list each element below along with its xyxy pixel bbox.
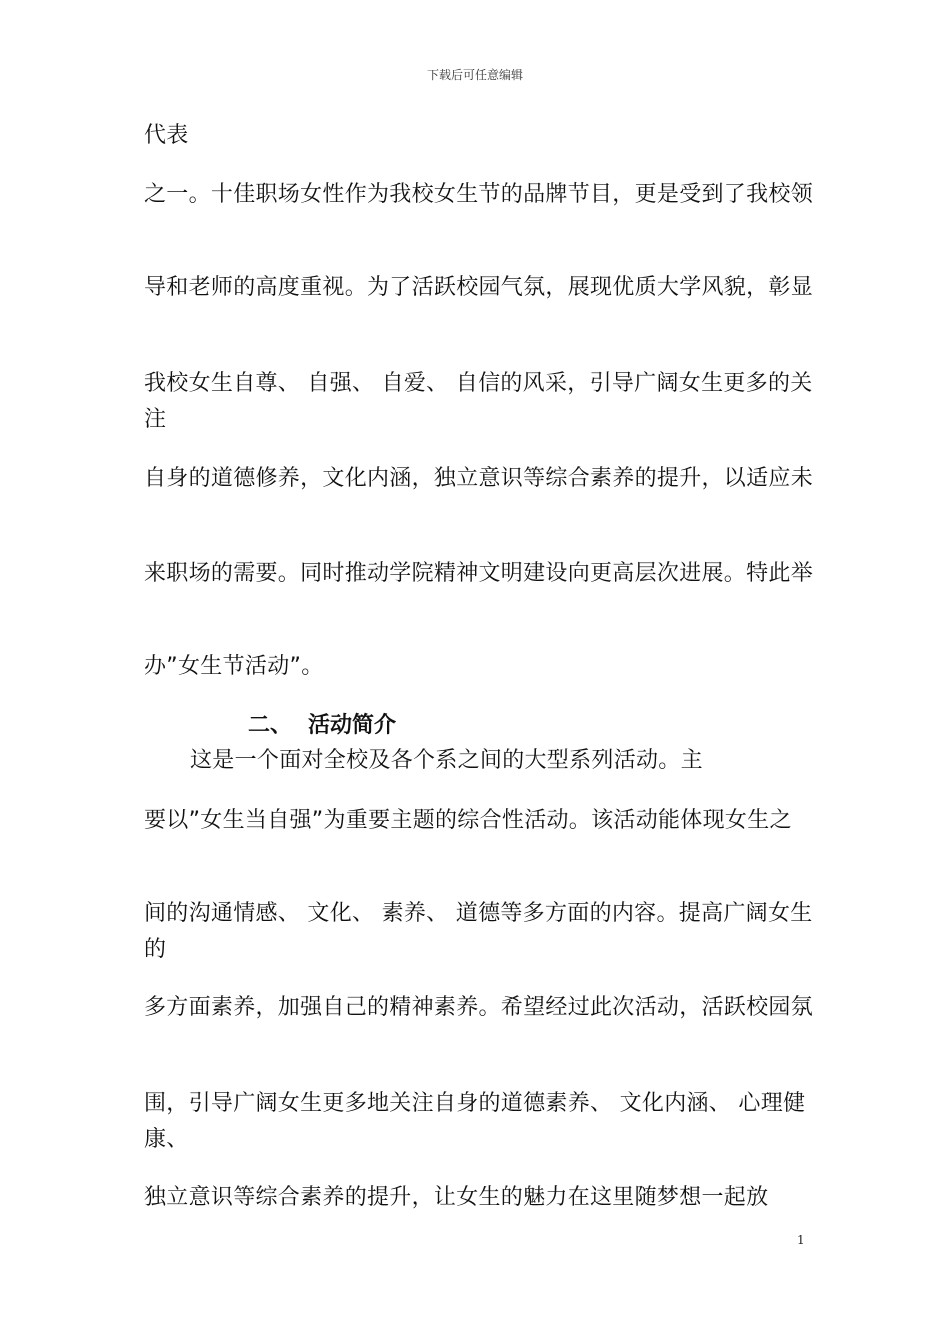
paragraph-line: 代表 (144, 123, 189, 148)
paragraph-line: 我校女生自尊、 自强、 自爱、 自信的风采，引导广阔女生更多的关注 (144, 371, 813, 432)
section-number: 二、 (248, 713, 293, 738)
section-title: 活动简介 (308, 713, 397, 738)
paragraph-line: 办”女生节活动”。 (144, 654, 324, 679)
page-header: 下载后可任意编辑 (426, 68, 523, 82)
paragraph-line: 自身的道德修养，文化内涵，独立意识等综合素养的提升，以适应未 (144, 466, 814, 491)
paragraph-line: 导和老师的高度重视。为了活跃校园气氛，展现优质大学风貌，彰显 (144, 275, 814, 300)
paragraph-line: 多方面素养，加强自己的精神素养。希望经过此次活动，活跃校园氛 (144, 995, 814, 1020)
paragraph-line: 之一。十佳职场女性作为我校女生节的品牌节目，更是受到了我校领 (144, 182, 814, 207)
paragraph-line: 这是一个面对全校及各个系之间的大型系列活动。主 (190, 748, 703, 773)
paragraph-line: 要以”女生当自强”为重要主题的综合性活动。该活动能体现女生之 (144, 808, 792, 833)
paragraph-line: 独立意识等综合素养的提升，让女生的魅力在这里随梦想一起放 (144, 1185, 769, 1210)
paragraph-line: 间的沟通情感、 文化、 素养、 道德等多方面的内容。提高广阔女生的 (144, 901, 813, 962)
page-number: 1 (797, 1233, 805, 1247)
section-heading (248, 708, 396, 744)
paragraph-line: 来职场的需要。同时推动学院精神文明建设向更高层次进展。特此举 (144, 561, 814, 586)
paragraph-line: 围，引导广阔女生更多地关注自身的道德素养、 文化内涵、 心理健康、 (144, 1091, 806, 1152)
